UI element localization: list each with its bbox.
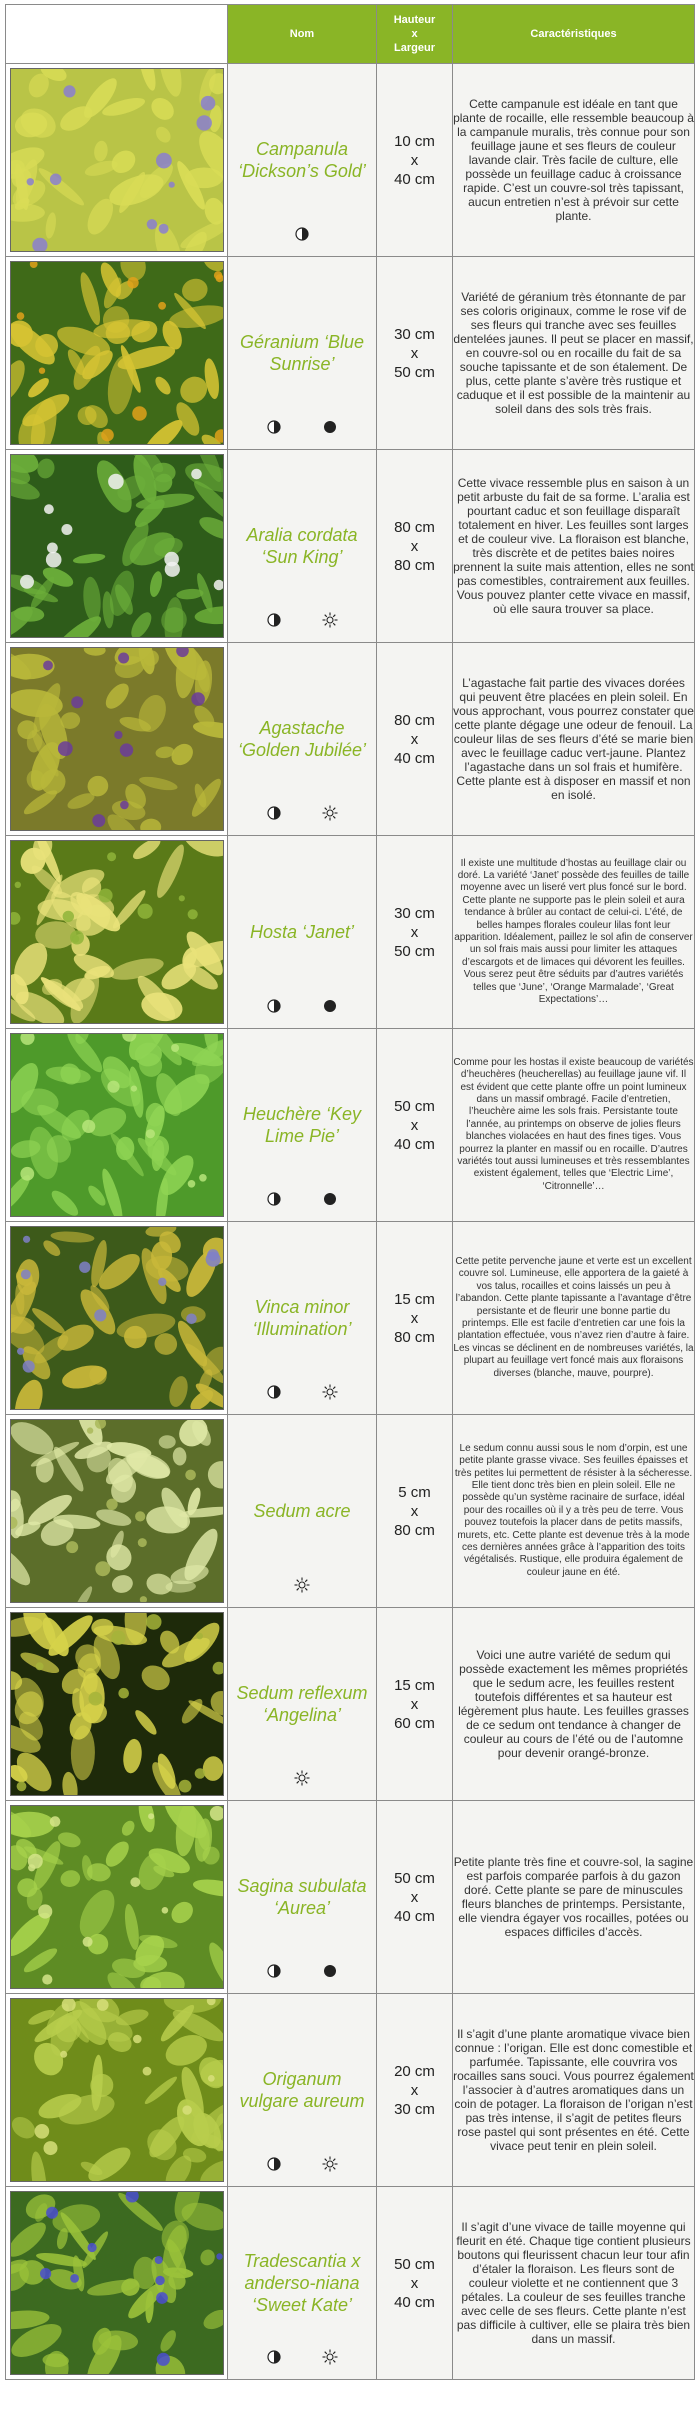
plant-name-cell bbox=[228, 836, 377, 1029]
plant-name-cell bbox=[228, 2187, 377, 2380]
exposure-icons bbox=[228, 1963, 376, 1979]
plant-width: 40 cm bbox=[394, 749, 435, 767]
plant-width: 40 cm bbox=[394, 1135, 435, 1153]
table-row bbox=[6, 836, 695, 1029]
plant-name-cell bbox=[228, 450, 377, 643]
half-shade-icon bbox=[266, 1384, 282, 1400]
plant-photo bbox=[6, 1222, 228, 1415]
plant-description: Cette vivace ressemble plus en saison à un petit arbuste du fait de sa forme. L’aralia est pourtant caduc et son feuillage disparaît totalement en hiver. Les feuilles sont larges et de couleur vive. La floraison est blanche, très discrète et de petites baies noires prennent la suite mais attention, elles ne sont pas comestibles, contrairement aux feuilles. Vous pouvez planter cette vivace en massif, où elle saura trouver sa place. bbox=[453, 450, 695, 643]
plant-description: Comme pour les hostas il existe beaucoup de variétés d’heuchères (heucherellas) au feuillage jaune vif. Il est évident que cette plante offre un point lumineux dans un massif ombragé. Facile d’entretien, l’heuchère aime les sols frais. Persistante toute l’année, au printemps on observe de jolies fleurs blanches violacées en haut des fines tiges. Vous pourrez la planter en massif ou en rocaille. D’autres variétés tout aussi lumineuses et très ressemblantes existent également, telles que ‘Electric Lime’, ‘Citronnelle’… bbox=[453, 1029, 695, 1222]
plant-photo bbox=[6, 1801, 228, 1994]
exposure-icons bbox=[228, 419, 376, 435]
sun-icon bbox=[294, 1770, 310, 1786]
size-separator: x bbox=[410, 2274, 419, 2292]
plant-size bbox=[377, 64, 453, 257]
sun-icon bbox=[322, 612, 338, 628]
exposure-icons bbox=[228, 2349, 376, 2365]
plant-height: 15 cm bbox=[394, 1290, 435, 1308]
plant-photo bbox=[6, 450, 228, 643]
plant-photo-graphic bbox=[10, 840, 224, 1024]
plant-photo-graphic bbox=[10, 261, 224, 445]
plant-description: Cette petite pervenche jaune et verte est un excellent couvre sol. Lumineuse, elle apportera de la gaieté à vos talus, rocailles et coins laissés un peu à l’abandon. Cette plante tapissante a l’avantage d’être persistante et de fleurir une bonne partie du printemps. Elle est facile d’entretien car une fois la plantation effectuée, vous n’avez rien d’autre à faire. Les vincas se déclinent en de nombreuses variétés, la plupart au feuillage vert foncé mais aux floraisons diverses (blanche, mauve, pourpre). bbox=[453, 1222, 695, 1415]
sun-icon bbox=[322, 2156, 338, 2172]
plant-name-cell bbox=[228, 1029, 377, 1222]
plant-description: Petite plante très fine et couvre-sol, la sagine est parfois comparée parfois à du gazon doré. Cette plante se pare de minuscules fleurs blanches de printemps. Persistante, elle viendra égayer vos rocailles, potées ou espaces difficiles d’accès. bbox=[453, 1801, 695, 1994]
half-shade-icon bbox=[266, 2156, 282, 2172]
table-row bbox=[6, 1608, 695, 1801]
plant-name: Vinca minor ‘Illumination’ bbox=[252, 1297, 352, 1339]
size-separator: x bbox=[410, 1695, 419, 1713]
plant-height: 10 cm bbox=[394, 132, 435, 150]
shade-icon bbox=[322, 1963, 338, 1979]
plant-height: 50 cm bbox=[394, 2255, 435, 2273]
half-shade-icon bbox=[266, 2349, 282, 2365]
shade-icon bbox=[322, 419, 338, 435]
plant-description: Cette campanule est idéale en tant que plante de rocaille, elle ressemble beaucoup à la campanule muralis, très connue pour son feuillage jaune et ses fleurs de couleur lavande clair. Très facile de culture, elle possède un feuillage caduc à croissance rapide. C’est un couvre-sol très tapissant, aucun entretien n’est à prévoir sur cette plante. bbox=[453, 64, 695, 257]
exposure-icons bbox=[228, 612, 376, 628]
exposure-icons bbox=[228, 226, 376, 242]
table-row bbox=[6, 1994, 695, 2187]
plant-height: 15 cm bbox=[394, 1676, 435, 1694]
header-size-line3: Largeur bbox=[394, 42, 435, 54]
plant-width: 30 cm bbox=[394, 2100, 435, 2118]
plant-photo-graphic bbox=[10, 454, 224, 638]
plant-width: 40 cm bbox=[394, 1907, 435, 1925]
plant-width: 80 cm bbox=[394, 1328, 435, 1346]
plant-description: Le sedum connu aussi sous le nom d’orpin, est une petite plante grasse vivace. Ses feuilles épaisses et très petites lui permettent de résister à la sécheresse. Elle tient donc très bien en plein soleil. Elle ne possède qu’un système racinaire de surface, idéal pour des rocailles où il y a très peu de terre. Vous pouvez toutefois la placer dans de petits massifs, murets, etc. Cette plante est devenue très à la mode ces dernières années grâce à l’apparition des toits végétalisés. Rustique, elle produira également de couleur jaune en été. bbox=[453, 1415, 695, 1608]
sun-icon bbox=[322, 1384, 338, 1400]
plant-size bbox=[377, 1994, 453, 2187]
plant-name: Campanula ‘Dickson’s Gold’ bbox=[238, 139, 366, 181]
size-separator: x bbox=[410, 537, 419, 555]
plant-name: Aralia cordata ‘Sun King’ bbox=[246, 525, 358, 567]
plant-width: 60 cm bbox=[394, 1714, 435, 1732]
header-blank bbox=[6, 5, 228, 64]
header-features: Caractéristiques bbox=[453, 5, 695, 64]
exposure-icons bbox=[228, 998, 376, 1014]
half-shade-icon bbox=[266, 805, 282, 821]
table-row bbox=[6, 1415, 695, 1608]
plant-width: 40 cm bbox=[394, 2293, 435, 2311]
exposure-icons bbox=[228, 805, 376, 821]
size-separator: x bbox=[410, 1116, 419, 1134]
half-shade-icon bbox=[266, 1191, 282, 1207]
table-row bbox=[6, 1222, 695, 1415]
plant-description: Il s’agit d’une plante aromatique vivace bien connue : l’origan. Elle est donc comestible et parfumée. Tapissante, elle couvrira vos rocailles sans souci. Vous pourrez également l’associer à d’autres aromatiques dans un coin de potager. La floraison de l’origan n’est pas très intense, il s’agit de petites fleurs rose pastel qui sont présentes en été. Cette vivace peut tenir en plein soleil. bbox=[453, 1994, 695, 2187]
exposure-icons bbox=[228, 1191, 376, 1207]
plant-photo-graphic bbox=[10, 1419, 224, 1603]
size-separator: x bbox=[410, 151, 419, 169]
plant-photo bbox=[6, 643, 228, 836]
plant-description: Il s’agit d’une vivace de taille moyenne qui fleurit en été. Chaque tige contient plusieurs boutons qui fleurissent chacun leur tour afin d’étaler la floraison. Les fleurs sont de couleur violette et ne contiennent que 3 pétales. La couleur de ses feuilles tranche avec celle de ses fleurs. Cette plante n’est pas difficile à cultiver, elle se plaira très bien dans un massif. bbox=[453, 2187, 695, 2380]
plant-photo-graphic bbox=[10, 1033, 224, 1217]
size-separator: x bbox=[410, 923, 419, 941]
header-size-line2: x bbox=[411, 28, 418, 40]
size-separator: x bbox=[410, 730, 419, 748]
plant-size bbox=[377, 1415, 453, 1608]
plant-name: Hosta ‘Janet’ bbox=[249, 922, 355, 942]
plant-photo bbox=[6, 64, 228, 257]
plant-photo-graphic bbox=[10, 1998, 224, 2182]
table-row bbox=[6, 1029, 695, 1222]
half-shade-icon bbox=[266, 612, 282, 628]
plant-name-cell bbox=[228, 1994, 377, 2187]
plant-photo bbox=[6, 1994, 228, 2187]
plant-description: Il existe une multitude d’hostas au feuillage clair ou doré. La variété ‘Janet’ possède des feuilles de taille moyenne avec un liseré vert plus foncé sur le bord. Cette plante ne supporte pas le plein soleil et aura tendance à brûler au contact de celui-ci. L’été, de belles hampes florales couleur lilas font leur apparition. Idéalement, paillez le sol afin de conserver un sol frais mais aussi pour limiter les attaques d’escargots et de limaces qui dévorent les feuilles. Vous serez peut être séduits par d’autres variétés telles que ‘June’, ‘Orange Marmalade’, ‘Great Expectations’… bbox=[453, 836, 695, 1029]
plant-name-cell bbox=[228, 1801, 377, 1994]
plant-description: Variété de géranium très étonnante de par ses coloris originaux, comme le rose vif de ses fleurs qui tranche avec ses feuilles dentelées jaunes. Il peut se placer en massif, en couvre-sol ou en rocaille du fait de sa souche tapissante et de son étalement. De plus, cette plante s’avère très rustique et caduque et il est possible de la maintenir au soleil dans des sols très frais. bbox=[453, 257, 695, 450]
plant-width: 40 cm bbox=[394, 170, 435, 188]
sun-icon bbox=[322, 805, 338, 821]
plant-name: Origanum vulgare aureum bbox=[239, 2069, 365, 2111]
plant-size bbox=[377, 257, 453, 450]
half-shade-icon bbox=[266, 998, 282, 1014]
plant-name: Tradescantia x anderso-niana ‘Sweet Kate’ bbox=[243, 2251, 361, 2315]
header-size bbox=[377, 5, 453, 64]
plant-name-cell bbox=[228, 643, 377, 836]
exposure-icons bbox=[228, 1770, 376, 1786]
plant-size bbox=[377, 450, 453, 643]
table-row bbox=[6, 450, 695, 643]
plant-name: Heuchère ‘Key Lime Pie’ bbox=[242, 1104, 362, 1146]
plant-photo bbox=[6, 1415, 228, 1608]
plant-width: 80 cm bbox=[394, 1521, 435, 1539]
plant-photo-graphic bbox=[10, 1805, 224, 1989]
half-shade-icon bbox=[266, 1963, 282, 1979]
header-size-line1: Hauteur bbox=[393, 14, 436, 26]
plant-photo-graphic bbox=[10, 1612, 224, 1796]
plant-height: 20 cm bbox=[394, 2062, 435, 2080]
plant-size bbox=[377, 836, 453, 1029]
plant-description: Voici une autre variété de sedum qui possède exactement les mêmes propriétés que le sedum acre, les feuilles restent toutefois différentes et sa hauteur est légèrement plus haute. Les feuilles grasses de ce sedum ont tendance à changer de couleur au cours de l’été ou de l’automne pour devenir orangé-bronze. bbox=[453, 1608, 695, 1801]
plant-size bbox=[377, 1222, 453, 1415]
plant-width: 50 cm bbox=[394, 363, 435, 381]
plant-description: L’agastache fait partie des vivaces dorées qui peuvent être placées en plein soleil. En vous approchant, vous pourrez constater que cette plante dégage une odeur de fenouil. La couleur lilas de ses fleurs d’été se marie bien avec le feuillage caduc vert-jaune. Plantez l’agastache dans un sol frais et humifère. Cette plante est à disposer en massif et non en isolé. bbox=[453, 643, 695, 836]
plant-name: Agastache ‘Golden Jubilée’ bbox=[237, 718, 367, 760]
plant-height: 30 cm bbox=[394, 325, 435, 343]
plant-height: 80 cm bbox=[394, 711, 435, 729]
plant-name: Géranium ‘Blue Sunrise’ bbox=[239, 332, 365, 374]
plant-height: 50 cm bbox=[394, 1097, 435, 1115]
plant-size bbox=[377, 2187, 453, 2380]
sun-icon bbox=[322, 2349, 338, 2365]
size-separator: x bbox=[410, 1888, 419, 1906]
table-header bbox=[6, 5, 695, 64]
plant-name-cell bbox=[228, 1415, 377, 1608]
table-row bbox=[6, 257, 695, 450]
plant-photo-graphic bbox=[10, 647, 224, 831]
plant-height: 30 cm bbox=[394, 904, 435, 922]
header-name: Nom bbox=[228, 5, 377, 64]
plant-size bbox=[377, 1801, 453, 1994]
exposure-icons bbox=[228, 1577, 376, 1593]
table-row bbox=[6, 643, 695, 836]
shade-icon bbox=[322, 998, 338, 1014]
plant-name: Sedum acre bbox=[253, 1501, 351, 1521]
plant-name-cell bbox=[228, 1608, 377, 1801]
plant-name-cell bbox=[228, 64, 377, 257]
half-shade-icon bbox=[294, 226, 310, 242]
plant-width: 80 cm bbox=[394, 556, 435, 574]
size-separator: x bbox=[410, 344, 419, 362]
size-separator: x bbox=[410, 2081, 419, 2099]
table-row bbox=[6, 1801, 695, 1994]
plant-size bbox=[377, 1608, 453, 1801]
shade-icon bbox=[322, 1191, 338, 1207]
plant-photo bbox=[6, 2187, 228, 2380]
exposure-icons bbox=[228, 2156, 376, 2172]
plant-name: Sedum reflexum ‘Angelina’ bbox=[236, 1683, 368, 1725]
exposure-icons bbox=[228, 1384, 376, 1400]
half-shade-icon bbox=[266, 419, 282, 435]
plant-width: 50 cm bbox=[394, 942, 435, 960]
plant-size bbox=[377, 643, 453, 836]
plant-photo-graphic bbox=[10, 68, 224, 252]
plant-size bbox=[377, 1029, 453, 1222]
plant-photo bbox=[6, 1029, 228, 1222]
table-row bbox=[6, 2187, 695, 2380]
plant-photo bbox=[6, 836, 228, 1029]
plant-height: 50 cm bbox=[394, 1869, 435, 1887]
plant-height: 5 cm bbox=[398, 1483, 431, 1501]
size-separator: x bbox=[410, 1502, 419, 1520]
plant-name-cell bbox=[228, 1222, 377, 1415]
size-separator: x bbox=[410, 1309, 419, 1327]
plant-name-cell bbox=[228, 257, 377, 450]
plant-photo bbox=[6, 257, 228, 450]
sun-icon bbox=[294, 1577, 310, 1593]
plant-photo-graphic bbox=[10, 2191, 224, 2375]
plants-table bbox=[5, 4, 695, 2380]
plant-photo bbox=[6, 1608, 228, 1801]
plant-height: 80 cm bbox=[394, 518, 435, 536]
table-row bbox=[6, 64, 695, 257]
plant-name: Sagina subulata ‘Aurea’ bbox=[237, 1876, 367, 1918]
plant-photo-graphic bbox=[10, 1226, 224, 1410]
